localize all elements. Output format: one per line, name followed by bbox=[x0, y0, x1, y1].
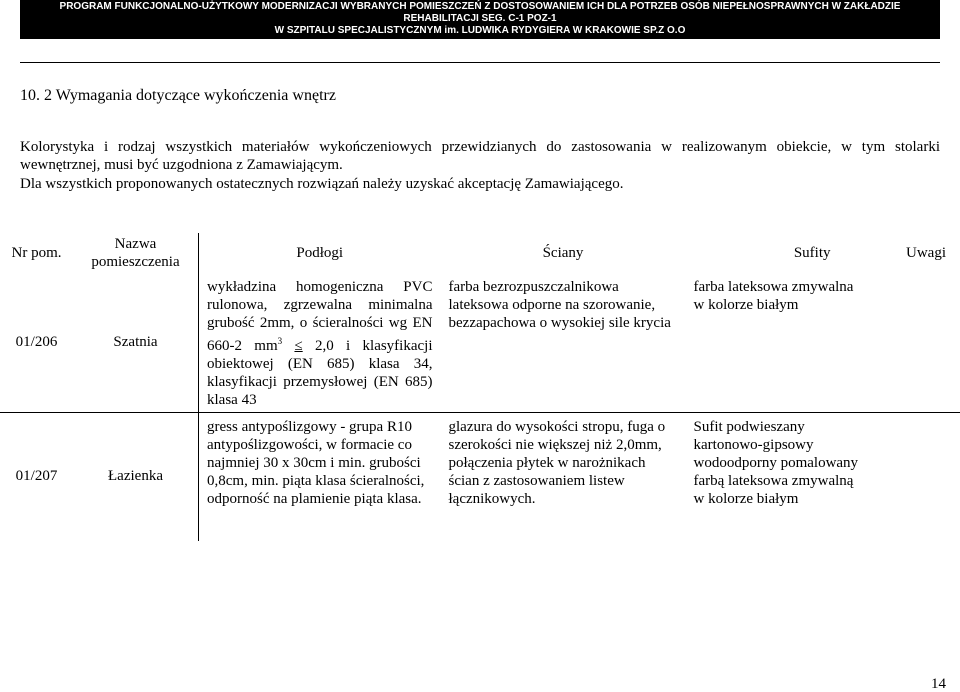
section-title: 10. 2 Wymagania dotyczące wykończenia wnętrz bbox=[20, 87, 336, 105]
paragraph-1-line-1: Kolorystyka i rodzaj wszystkich materiałów wykończeniowych przewidzianych do zastosowania w realizowanym obiekcie, w tym stolarki bbox=[20, 138, 940, 156]
row-notes bbox=[871, 273, 960, 413]
header-divider bbox=[20, 62, 940, 63]
finishes-table bbox=[0, 233, 960, 541]
floor-text-a: wykładzina homogeniczna PVC rulonowa, zgrzewalna minimalna grubość 2mm, o ścieralności wg EN 660-2 mm bbox=[207, 279, 433, 354]
table-row bbox=[0, 413, 960, 541]
paragraph-2: Dla wszystkich proponowanych ostatecznych rozwiązań należy uzyskać akceptację Zamawiającego. bbox=[20, 175, 940, 193]
header-line-3: W SZPITALU SPECJALISTYCZNYM im. LUDWIKA RYDYGIERA W KRAKOWIE SP.Z O.O bbox=[20, 25, 940, 37]
page-number: 14 bbox=[931, 677, 946, 691]
row-nr: 01/207 bbox=[0, 413, 73, 541]
row-nr: 01/206 bbox=[0, 273, 73, 413]
floor-text-b: 2,0 i klasyfikacji obiektowej (EN 685) klasa 34, klasyfikacji przemysłowej (EN 685) klasa 43 bbox=[207, 338, 433, 408]
header-line-2: REHABILITACJI SEG. C-1 POZ-1 bbox=[20, 13, 940, 25]
header-ceiling: Sufity bbox=[686, 233, 871, 273]
table-header-row bbox=[0, 233, 960, 273]
row-name: Łazienka bbox=[73, 413, 199, 541]
floor-superscript: 3 bbox=[278, 336, 283, 346]
row-name: Szatnia bbox=[73, 273, 199, 413]
row-walls: farba bezrozpuszczalnikowa lateksowa odporne na szorowanie, bezzapachowa o wysokiej sile krycia bbox=[441, 273, 686, 413]
floor-le-symbol: ≤ bbox=[294, 338, 302, 354]
row-notes bbox=[871, 413, 960, 541]
row-floor: gress antypoślizgowy - grupa R10 antypoślizgowości, w formacie co najmniej 30 x 30cm i min. grubości 0,8cm, min. piąta klasa ścieralności, odporność na plamienie piąta klasa. bbox=[199, 413, 441, 541]
row-ceiling: Sufit podwieszany kartonowo-gipsowy wodoodporny pomalowany farbą lateksowa zmywalną w kolorze białym bbox=[686, 413, 871, 541]
header-nr: Nr pom. bbox=[0, 233, 73, 273]
row-walls: glazura do wysokości stropu, fuga o szerokości nie większej niż 2,0mm, połączenia płytek w narożnikach ścian z zastosowaniem listew łącznikowych. bbox=[441, 413, 686, 541]
row-ceiling: farba lateksowa zmywalna w kolorze białym bbox=[686, 273, 871, 413]
header-walls: Ściany bbox=[441, 233, 686, 273]
row-floor bbox=[199, 273, 441, 413]
header-name: Nazwa pomieszczenia bbox=[73, 233, 199, 273]
paragraph-1-line-2: wewnętrznej, musi być uzgodniona z Zamawiającym. bbox=[20, 156, 940, 174]
table-row bbox=[0, 273, 960, 413]
document-header bbox=[20, 0, 940, 39]
header-notes: Uwagi bbox=[871, 233, 960, 273]
header-floor: Podłogi bbox=[199, 233, 441, 273]
header-line-1: PROGRAM FUNKCJONALNO-UŻYTKOWY MODERNIZACJI WYBRANYCH POMIESZCZEŃ Z DOSTOSOWANIEM ICH DLA POTRZEB OSÓB NIEPEŁNOSPRAWNYCH W ZAKŁADZIE bbox=[20, 1, 940, 13]
